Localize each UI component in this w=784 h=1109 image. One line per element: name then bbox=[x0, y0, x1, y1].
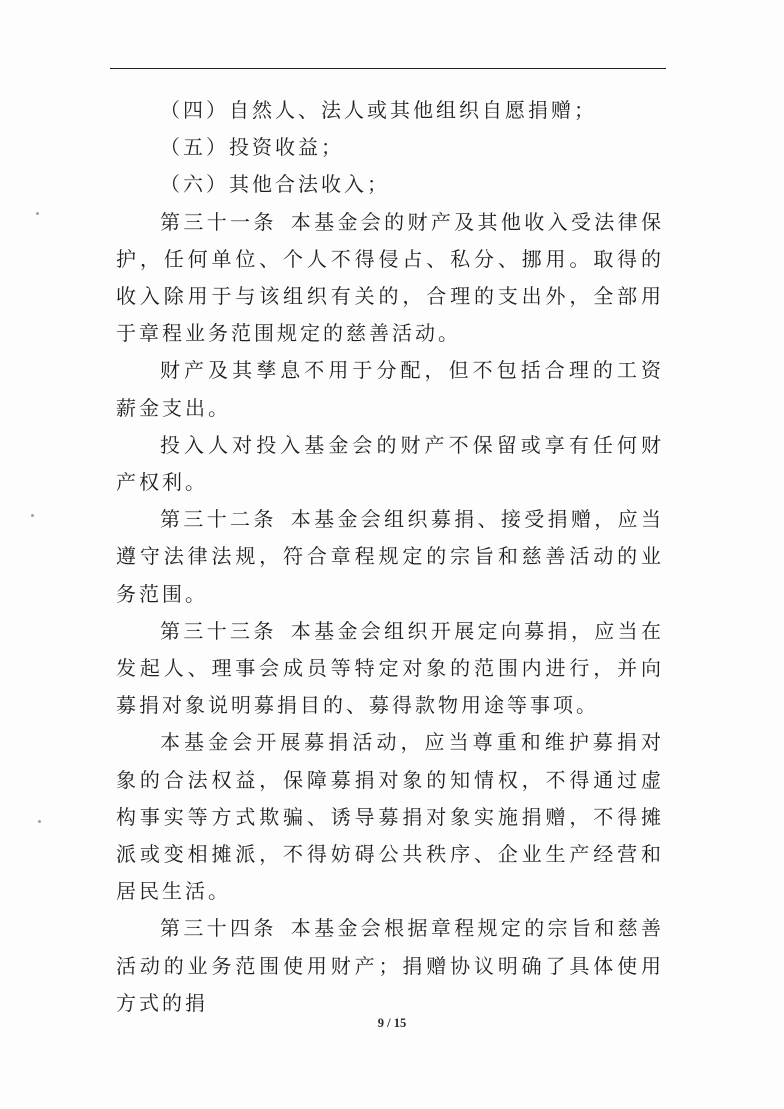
document-body bbox=[116, 92, 664, 1022]
paragraph bbox=[116, 166, 664, 203]
paragraph bbox=[116, 613, 664, 725]
paragraph bbox=[116, 427, 664, 501]
scan-speck bbox=[38, 820, 41, 823]
paragraph-text: 本基金会开展募捐活动，应当尊重和维护募捐对象的合法权益，保障募捐对象的知情权，不得通过虚构事实等方式欺骗、诱导募捐对象实施捐赠，不得摊派或变相摊派，不得妨碍公共秩序、企业生产经营和居民生活。 bbox=[116, 730, 664, 904]
article-number: 第三十二条 bbox=[160, 507, 277, 532]
paragraph bbox=[116, 204, 664, 353]
article-number: 第三十一条 bbox=[160, 209, 277, 234]
paragraph-text: （六）其他合法收入； bbox=[160, 172, 390, 197]
paragraph bbox=[116, 724, 664, 910]
paragraph-text: 财产及其孳息不用于分配，但不包括合理的工资薪金支出。 bbox=[116, 358, 664, 420]
article-number: 第三十四条 bbox=[160, 916, 277, 941]
paragraph-text: 本基金会根据章程规定的宗旨和慈善活动的业务范围使用财产；捐赠协议明确了具体使用方式的捐 bbox=[116, 916, 664, 1015]
paragraph bbox=[116, 501, 664, 613]
paragraph bbox=[116, 92, 664, 129]
paragraph-text: 投入人对投入基金会的财产不保留或享有任何财产权利。 bbox=[116, 432, 664, 495]
paragraph bbox=[116, 352, 664, 426]
paragraph bbox=[116, 910, 664, 1022]
paragraph bbox=[116, 129, 664, 166]
scan-speck bbox=[31, 514, 34, 517]
scan-speck bbox=[36, 212, 39, 215]
paragraph-text: 本基金会的财产及其他收入受法律保护，任何单位、个人不得侵占、私分、挪用。取得的收入除用于与该组织有关的，合理的支出外，全部用于章程业务范围规定的慈善活动。 bbox=[116, 209, 664, 346]
article-number: 第三十三条 bbox=[160, 618, 277, 643]
paragraph-text: 本基金会组织募捐、接受捐赠，应当遵守法律法规，符合章程规定的宗旨和慈善活动的业务范围。 bbox=[116, 507, 664, 606]
page-number: 9 / 15 bbox=[377, 1016, 407, 1030]
paragraph-text: 本基金会组织开展定向募捐，应当在发起人、理事会成员等特定对象的范围内进行，并向募捐对象说明募捐目的、募得款物用途等事项。 bbox=[116, 618, 664, 718]
paragraph-text: （五）投资收益； bbox=[160, 135, 344, 160]
header-rule bbox=[110, 68, 666, 69]
paragraph-text: （四）自然人、法人或其他组织自愿捐赠； bbox=[160, 98, 597, 122]
